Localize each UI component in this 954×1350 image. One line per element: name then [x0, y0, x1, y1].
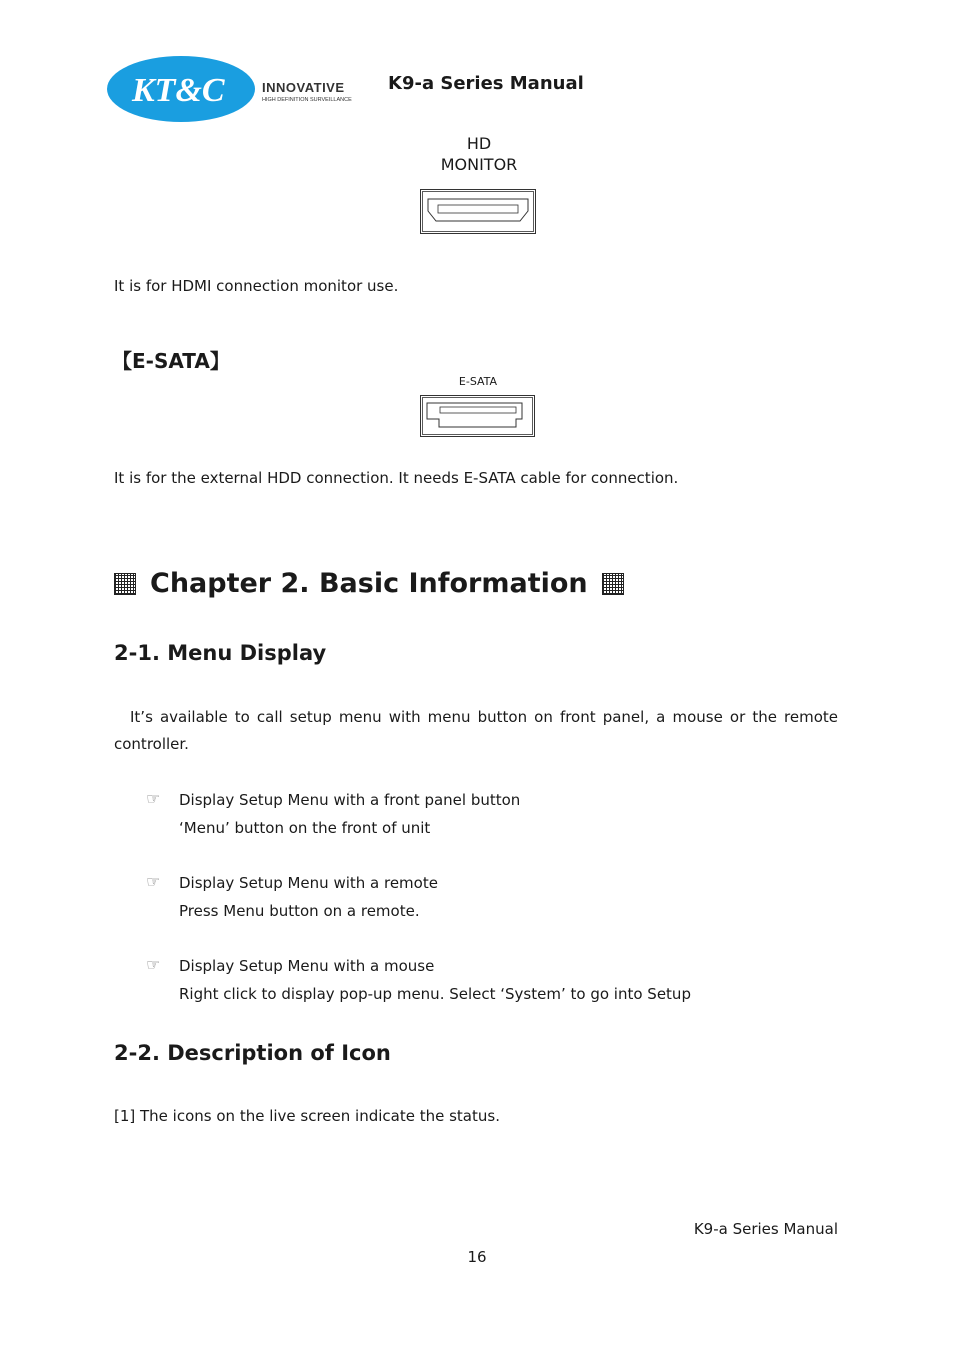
- list-item-title: Display Setup Menu with a front panel button: [179, 791, 521, 809]
- pointing-hand-icon: ☞: [146, 955, 161, 974]
- list-item-title: Display Setup Menu with a remote: [179, 874, 438, 892]
- list-item-detail: Right click to display pop-up menu. Select ‘System’ to go into Setup: [179, 985, 691, 1003]
- icon-description-heading: 2-2. Description of Icon: [114, 1041, 391, 1065]
- logo-tagline: HIGH DEFINITION SURVEILLANCE: [262, 97, 352, 103]
- logo-graphic: [106, 54, 368, 126]
- hdmi-label-line2: MONITOR: [440, 155, 518, 174]
- menu-display-heading: 2-1. Menu Display: [114, 641, 327, 665]
- menu-display-intro-line2: controller.: [114, 735, 189, 753]
- grid-bullet-icon: [114, 573, 136, 595]
- hdmi-port-diagram: [420, 189, 536, 234]
- grid-bullet-icon: [602, 573, 624, 595]
- chapter-title: Chapter 2. Basic Information: [150, 568, 588, 599]
- pointing-hand-icon: ☞: [146, 872, 161, 891]
- pointing-hand-icon: ☞: [146, 789, 161, 808]
- esata-port-label: E-SATA: [458, 375, 498, 388]
- icon-description-text: [1] The icons on the live screen indicate the status.: [114, 1107, 500, 1125]
- chapter-heading: [114, 568, 624, 599]
- page-number: 16: [467, 1248, 487, 1266]
- logo-text: KT&C: [132, 72, 225, 109]
- logo-brand: INNOVATIVE: [262, 80, 345, 95]
- hdmi-label-line1: HD: [466, 134, 492, 153]
- list-item-title: Display Setup Menu with a mouse: [179, 957, 435, 975]
- hdmi-description: It is for HDMI connection monitor use.: [114, 277, 399, 295]
- footer-title: K9-a Series Manual: [693, 1220, 838, 1238]
- esata-description: It is for the external HDD connection. It needs E-SATA cable for connection.: [114, 469, 679, 487]
- esata-heading: 【E-SATA】: [112, 349, 230, 373]
- list-item-detail: ‘Menu’ button on the front of unit: [179, 819, 431, 837]
- list-item-detail: Press Menu button on a remote.: [179, 902, 420, 920]
- menu-display-intro-line1: It’s available to call setup menu with menu button on front panel, a mouse or the remote: [130, 708, 838, 726]
- company-logo: [106, 54, 368, 126]
- esata-port-diagram: [420, 395, 535, 437]
- header-title: K9-a Series Manual: [388, 73, 584, 94]
